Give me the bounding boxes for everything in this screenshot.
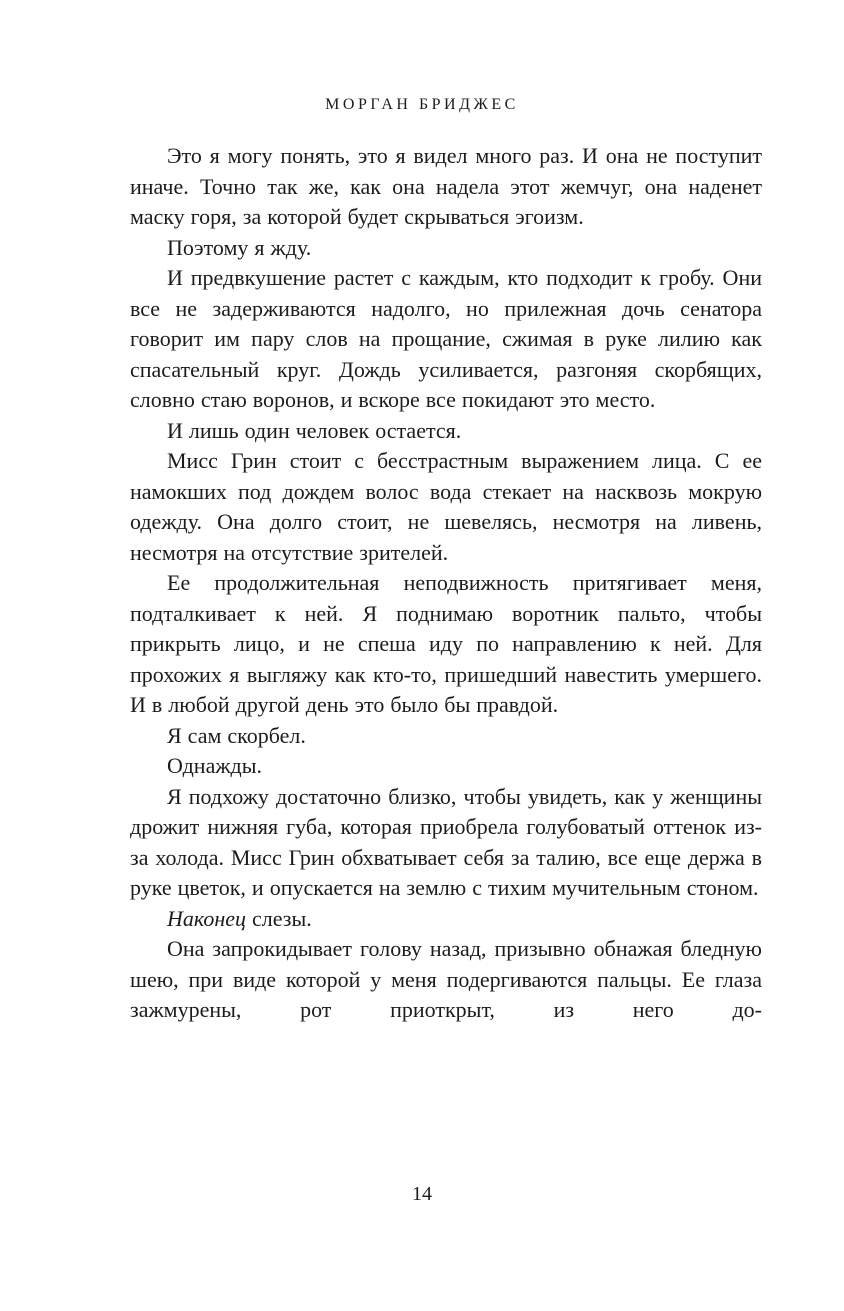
text-run: И предвкушение растет с каждым, кто подходит к гробу. Они все не задерживаются надолго, но прилежная дочь сенатора говорит им пару слов на прощание, сжимая в руке лилию как спасательный круг. Дождь усиливается, разгоняя скорбящих, словно стаю воронов, и вскоре все покидают это место. xyxy=(130,265,762,412)
text-run: Однажды. xyxy=(167,753,263,778)
paragraph xyxy=(130,934,762,1026)
paragraph xyxy=(130,568,762,721)
text-run: И лишь один человек остается. xyxy=(167,417,462,443)
paragraph xyxy=(130,751,762,782)
text-run: Поэтому я жду. xyxy=(167,234,312,260)
body-text xyxy=(130,141,762,1026)
paragraph xyxy=(130,233,762,264)
italic-text-run: Наконец xyxy=(167,905,247,931)
paragraph xyxy=(130,721,762,752)
text-run: Мисс Грин стоит с бесстрастным выражением лица. С ее намокших под дождем волос вода стекает на насквозь мокрую одежду. Она долго стоит, не шевелясь, несмотря на ливень, несмотря на отсутствие зрителей. xyxy=(130,448,762,565)
paragraph xyxy=(130,446,762,568)
paragraph xyxy=(130,141,762,233)
text-run: Это я могу понять, это я видел много раз. И она не поступит иначе. Точно так же, как она надела этот жемчуг, она наденет маску горя, за которой будет скрываться эгоизм. xyxy=(130,143,762,229)
paragraph xyxy=(130,782,762,904)
text-run: Я подхожу достаточно близко, чтобы увидеть, как у женщины дрожит нижняя губа, которая приобрела голубоватый оттенок из-за холода. Мисс Грин обхватывает себя за талию, все еще держа в руке цветок, и опускается на землю с тихим мучительным стоном. xyxy=(130,783,762,900)
paragraph xyxy=(130,416,762,447)
text-run: Она запрокидывает голову назад, призывно обнажая бледную шею, при виде которой у меня подергиваются пальцы. Ее глаза зажмурены, рот приоткрыт, из него до- xyxy=(130,936,762,1022)
text-run: Ее продолжительная неподвижность притягивает меня, подталкивает к ней. Я поднимаю воротник пальто, чтобы прикрыть лицо, и не спеша иду по направлению к ней. Для прохожих я выгляжу как кто-то, пришедший навестить умершего. И в любой другой день это было бы правдой. xyxy=(130,570,762,717)
text-run: Я сам скорбел. xyxy=(167,722,306,748)
page-number: 14 xyxy=(412,1183,432,1205)
paragraph xyxy=(130,904,762,935)
running-header: МОРГАН БРИДЖЕС xyxy=(325,96,519,113)
paragraph xyxy=(130,263,762,416)
text-run: слезы. xyxy=(246,905,312,931)
